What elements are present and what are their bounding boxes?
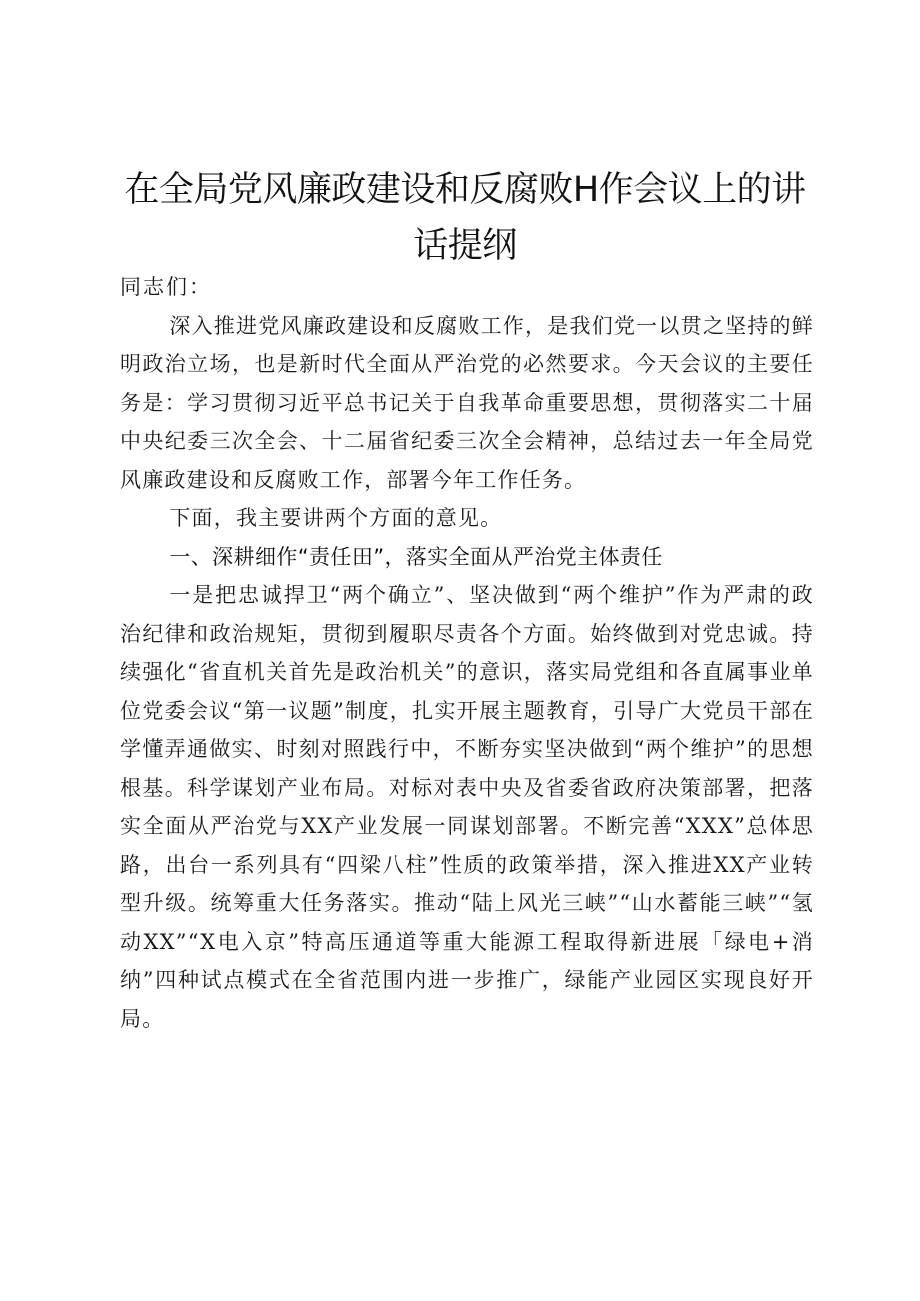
document-body (120, 268, 814, 1038)
salutation: 同志们： (120, 275, 212, 299)
document-title: 在全局党风廉政建设和反腐败H作会议上的讲话提纲 (124, 170, 806, 266)
section-heading-1: 一、深耕细作“责任田”，落实全面从严治党主体责任 (169, 544, 663, 569)
paragraph-section1-body: 一是把忠诚捍卫“两个确立”、坚决做到“两个维护”作为严肃的政治纪律和政治规矩，贯彻到履职尽责各个方面。始终做到对党忠诚。持续强化“省直机关首先是政治机关”的意识，落实局党组和各直属事业单位党委会议“第一议题”制度，扎实开展主题教育，引导广大党员干部在学懂弄通做实、时刻对照践行中，不断夯实坚决做到“两个维护”的思想根基。科学谋划产业布局。对标对表中央及省委省政府决策部署，把落实全面从严治党与XX产业发展一同谋划部署。不断完善“XXX”总体思路，出台一系列具有“四梁八柱”性质的政策举措，深入推进XX产业转型升级。统筹重大任务落实。推动“陆上风光三峡”“山水蓄能三峡”“氢动XX”“X电入京”特高压通道等重大能源工程取得新进展「绿电+消纳”四种试点模式在全省范围内进一步推广，绿能产业园区实现良好开局。 (120, 583, 814, 1031)
paragraph-intro: 深入推进党风廉政建设和反腐败工作，是我们党一以贯之坚持的鲜明政治立场，也是新时代全面从严治党的必然要求。今天会议的主要任务是：学习贯彻习近平总书记关于自我革命重要思想，贯彻落实二十届中央纪委三次全会、十二届省纪委三次全会精神，总结过去一年全局党风廉政建设和反腐败工作，部署今年工作任务。 (120, 313, 814, 492)
paragraph-transition: 下面，我主要讲两个方面的意见。 (169, 506, 503, 530)
